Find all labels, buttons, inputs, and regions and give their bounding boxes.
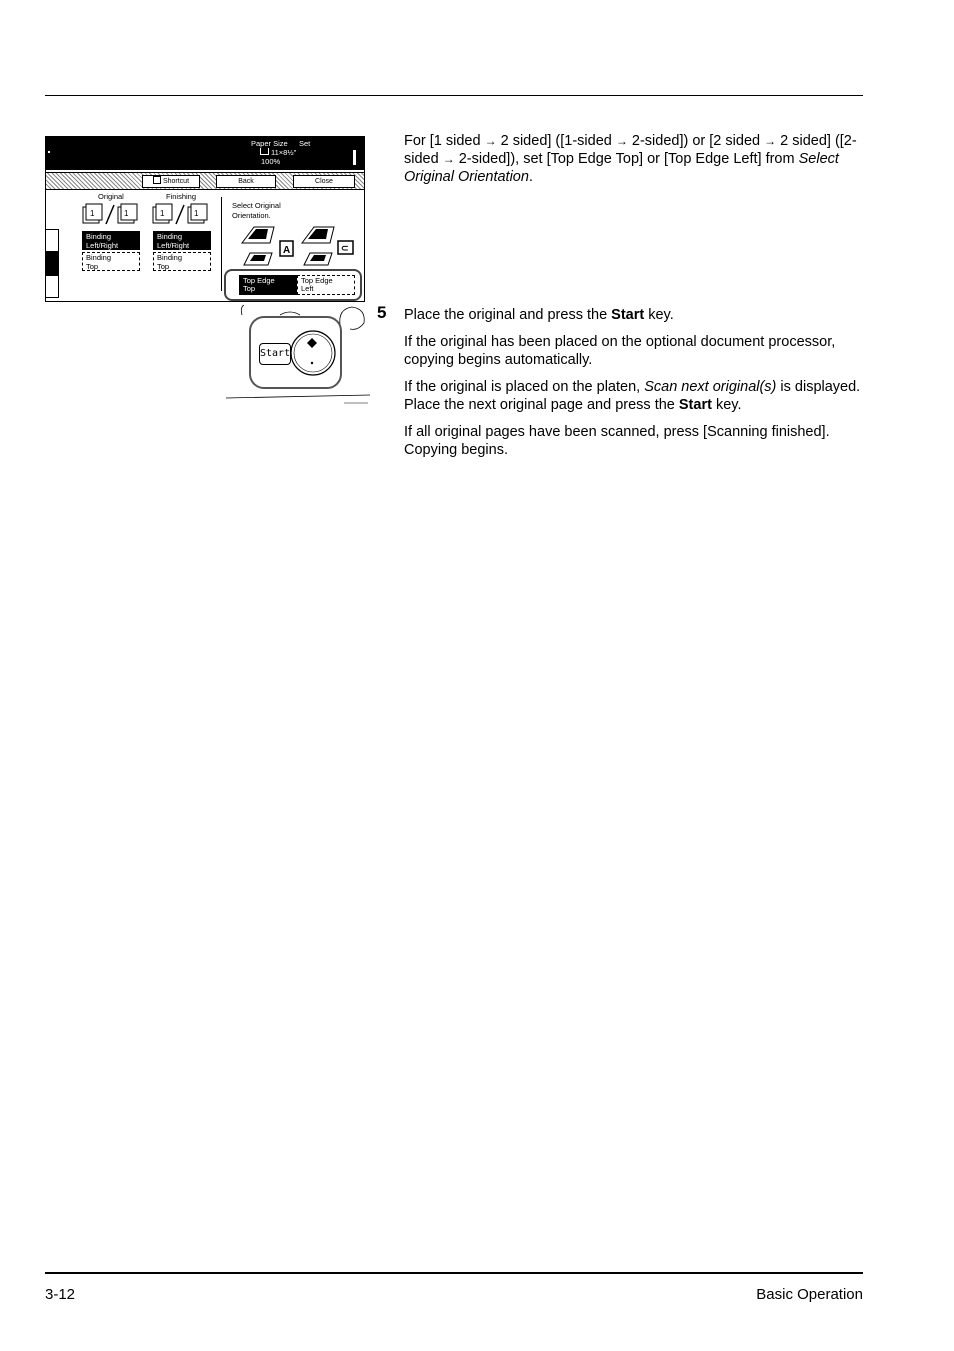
top-edge-top-button[interactable] <box>239 275 297 295</box>
svg-text:1: 1 <box>194 209 199 218</box>
side-tab-1[interactable] <box>46 229 59 252</box>
close-button[interactable]: Close <box>293 175 355 188</box>
zoom-value: 100% <box>261 157 281 166</box>
p1-text-a: For [1 sided <box>404 133 485 149</box>
option-line2: Left/Right <box>86 240 119 250</box>
set-label: Set <box>299 139 311 148</box>
start-key-button[interactable] <box>259 343 291 365</box>
button-line1: Top Edge <box>243 276 275 285</box>
control-panel-drawing <box>220 305 370 405</box>
p4-text-c: key. <box>711 397 742 413</box>
p1-end: . <box>528 169 533 185</box>
p1-text-d: 2 sided] ([2-sided <box>404 133 857 167</box>
p1-text-e: 2-sided]), set [Top Edge Top] or [Top Edge Left] from <box>454 151 799 167</box>
button-line1: Top Edge <box>301 276 333 285</box>
instruction-paragraph-1 <box>404 132 864 186</box>
original-binding-left-right[interactable] <box>82 231 140 250</box>
page-number: 3-12 <box>45 1286 76 1303</box>
instruction-paragraph-5: If all original pages have been scanned, press [Scanning finished]. Copying begins. <box>404 424 830 458</box>
p2-text-b: key. <box>644 307 674 323</box>
arrow-icon: → <box>442 152 455 166</box>
panel-divider <box>221 197 222 291</box>
instruction-paragraph-3: If the original has been placed on the optional document processor, copying begins automatically. <box>404 334 836 368</box>
shortcut-icon <box>153 176 161 184</box>
button-line2: Top <box>243 284 256 293</box>
status-indicator-icon <box>353 150 356 165</box>
panel-toolbar <box>46 172 364 190</box>
finishing-binding-top[interactable] <box>153 252 211 271</box>
side-tab-2[interactable] <box>46 252 59 275</box>
orientation-prompt-line2: Orientation. <box>232 211 271 220</box>
p1-text-c: 2-sided]) or [2 sided <box>627 133 765 149</box>
finishing-duplex-icon <box>152 203 212 227</box>
option-line1: Binding <box>86 232 112 241</box>
p1-text-b: 2 sided] ([1-sided <box>496 133 616 149</box>
start-key-label: Start <box>260 348 291 359</box>
instruction-paragraph-2 <box>404 306 864 324</box>
top-edge-left-orientation-icon <box>300 223 356 267</box>
footer-rule <box>45 1272 863 1274</box>
shortcut-label: Shortcut <box>162 178 190 185</box>
paper-size-value: 11×8½" <box>271 148 297 157</box>
original-label: Original <box>98 192 124 201</box>
svg-text:1: 1 <box>124 209 129 218</box>
option-line1: Binding <box>86 253 112 262</box>
p2-bold: Start <box>611 307 645 323</box>
p4-text-b: is displayed. Place the next original page and press the <box>404 379 861 413</box>
option-line2: Top <box>86 261 99 271</box>
arrow-icon: → <box>615 134 628 148</box>
shortcut-button[interactable] <box>142 175 200 188</box>
paper-size-label: Paper Size <box>251 139 288 148</box>
finishing-binding-left-right[interactable] <box>153 231 211 250</box>
p4-bold: Start <box>678 397 712 413</box>
option-line1: Binding <box>157 232 183 241</box>
status-dot <box>48 151 50 153</box>
svg-text:A: A <box>283 245 291 256</box>
step-number: 5 <box>377 303 387 322</box>
original-duplex-icon <box>82 203 142 227</box>
section-title: Basic Operation <box>756 1286 863 1303</box>
side-tab-3[interactable] <box>46 275 59 298</box>
arrow-icon: → <box>484 134 497 148</box>
paper-tray-icon <box>260 148 269 155</box>
svg-text:1: 1 <box>90 209 95 218</box>
header-rule <box>45 95 863 96</box>
orientation-prompt-line1: Select Original <box>232 201 281 210</box>
option-line2: Top <box>157 261 170 271</box>
p4-text-a: If the original is placed on the platen, <box>404 379 645 395</box>
top-edge-top-orientation-icon <box>240 223 296 267</box>
orientation-highlight <box>224 269 362 301</box>
p4-italic: Scan next original(s) <box>644 379 777 395</box>
panel-status-bar <box>46 137 364 170</box>
option-line2: Left/Right <box>157 240 190 250</box>
button-line2: Left <box>301 284 314 293</box>
p1-italic: Select Original Orientation <box>404 151 839 185</box>
instruction-paragraph-4 <box>404 378 864 414</box>
operation-panel-screen <box>45 136 365 302</box>
top-edge-left-button[interactable] <box>297 275 355 295</box>
option-line1: Binding <box>157 253 183 262</box>
p2-text-a: Place the original and press the <box>404 307 612 323</box>
original-binding-top[interactable] <box>82 252 140 271</box>
finishing-label: Finishing <box>166 192 197 201</box>
arrow-icon: → <box>764 134 777 148</box>
start-key-illustration <box>220 305 370 405</box>
back-button[interactable]: Back <box>216 175 276 188</box>
svg-text:1: 1 <box>160 209 165 218</box>
svg-text:⊂: ⊂ <box>341 243 349 253</box>
